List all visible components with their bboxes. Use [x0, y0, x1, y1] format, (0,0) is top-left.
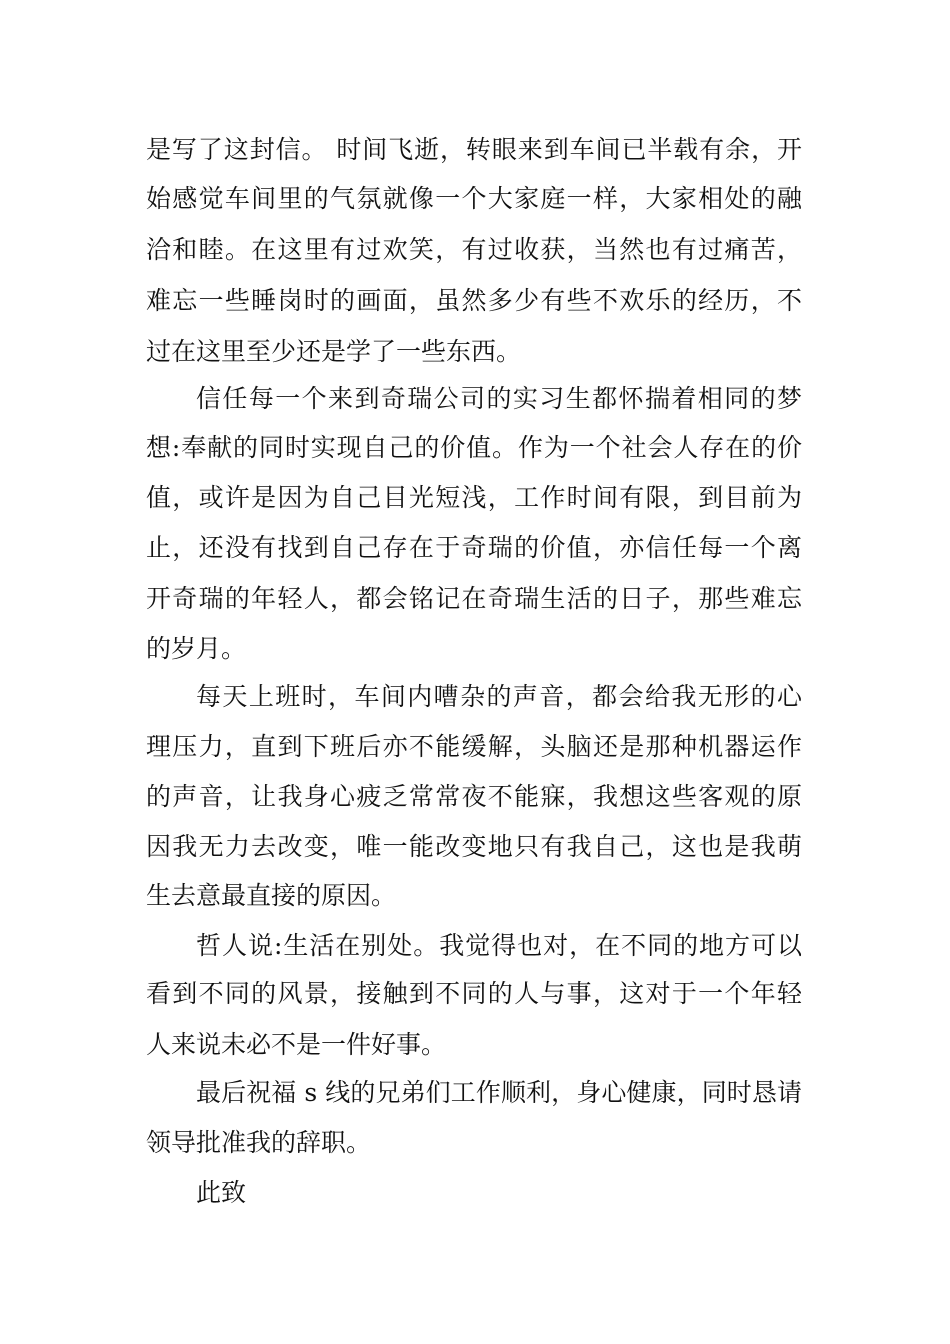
paragraph-3-line-4: 因我无力去改变，唯一能改变地只有我自己，这也是我萌	[146, 832, 802, 861]
paragraph-3-line-5: 生去意最直接的原因。	[146, 881, 397, 910]
paragraph-5-line-1: 最后祝福 s 线的兄弟们工作顺利，身心健康，同时恳请	[196, 1078, 802, 1107]
paragraph-3-line-2: 理压力，直到下班后亦不能缓解，头脑还是那种机器运作	[146, 732, 802, 761]
paragraph-3-line-3: 的声音，让我身心疲乏常常夜不能寐，我想这些客观的原	[146, 782, 802, 811]
paragraph-4-line-2: 看到不同的风景，接触到不同的人与事，这对于一个年轻	[146, 979, 802, 1008]
paragraph-5-line-2: 领导批准我的辞职。	[146, 1128, 372, 1157]
closing-salutation: 此致	[196, 1178, 247, 1207]
paragraph-2-line-5: 开奇瑞的年轻人，都会铭记在奇瑞生活的日子，那些难忘	[146, 584, 802, 613]
paragraph-1-line-4: 难忘一些睡岗时的画面，虽然多少有些不欢乐的经历，不	[146, 286, 802, 315]
paragraph-3-line-1: 每天上班时，车间内嘈杂的声音，都会给我无形的心	[196, 682, 802, 711]
paragraph-2-line-6: 的岁月。	[146, 634, 247, 663]
paragraph-4-line-1: 哲人说:生活在别处。我觉得也对，在不同的地方可以	[196, 931, 802, 960]
paragraph-1-line-2: 始感觉车间里的气氛就像一个大家庭一样，大家相处的融	[146, 184, 802, 213]
paragraph-2-line-1: 信任每一个来到奇瑞公司的实习生都怀揣着相同的梦	[196, 384, 802, 413]
paragraph-2-line-3: 值，或许是因为自己目光短浅，工作时间有限，到目前为	[146, 483, 802, 512]
paragraph-4-line-3: 人来说未必不是一件好事。	[146, 1030, 447, 1059]
paragraph-2-line-2: 想:奉献的同时实现自己的价值。作为一个社会人存在的价	[146, 433, 802, 462]
paragraph-2-line-4: 止，还没有找到自己存在于奇瑞的价值，亦信任每一个离	[146, 533, 802, 562]
paragraph-1-line-5: 过在这里至少还是学了一些东西。	[146, 337, 522, 366]
paragraph-1-line-1: 是写了这封信。 时间飞逝，转眼来到车间已半载有余，开	[146, 135, 802, 164]
paragraph-1-line-3: 洽和睦。在这里有过欢笑，有过收获，当然也有过痛苦，	[146, 235, 802, 264]
